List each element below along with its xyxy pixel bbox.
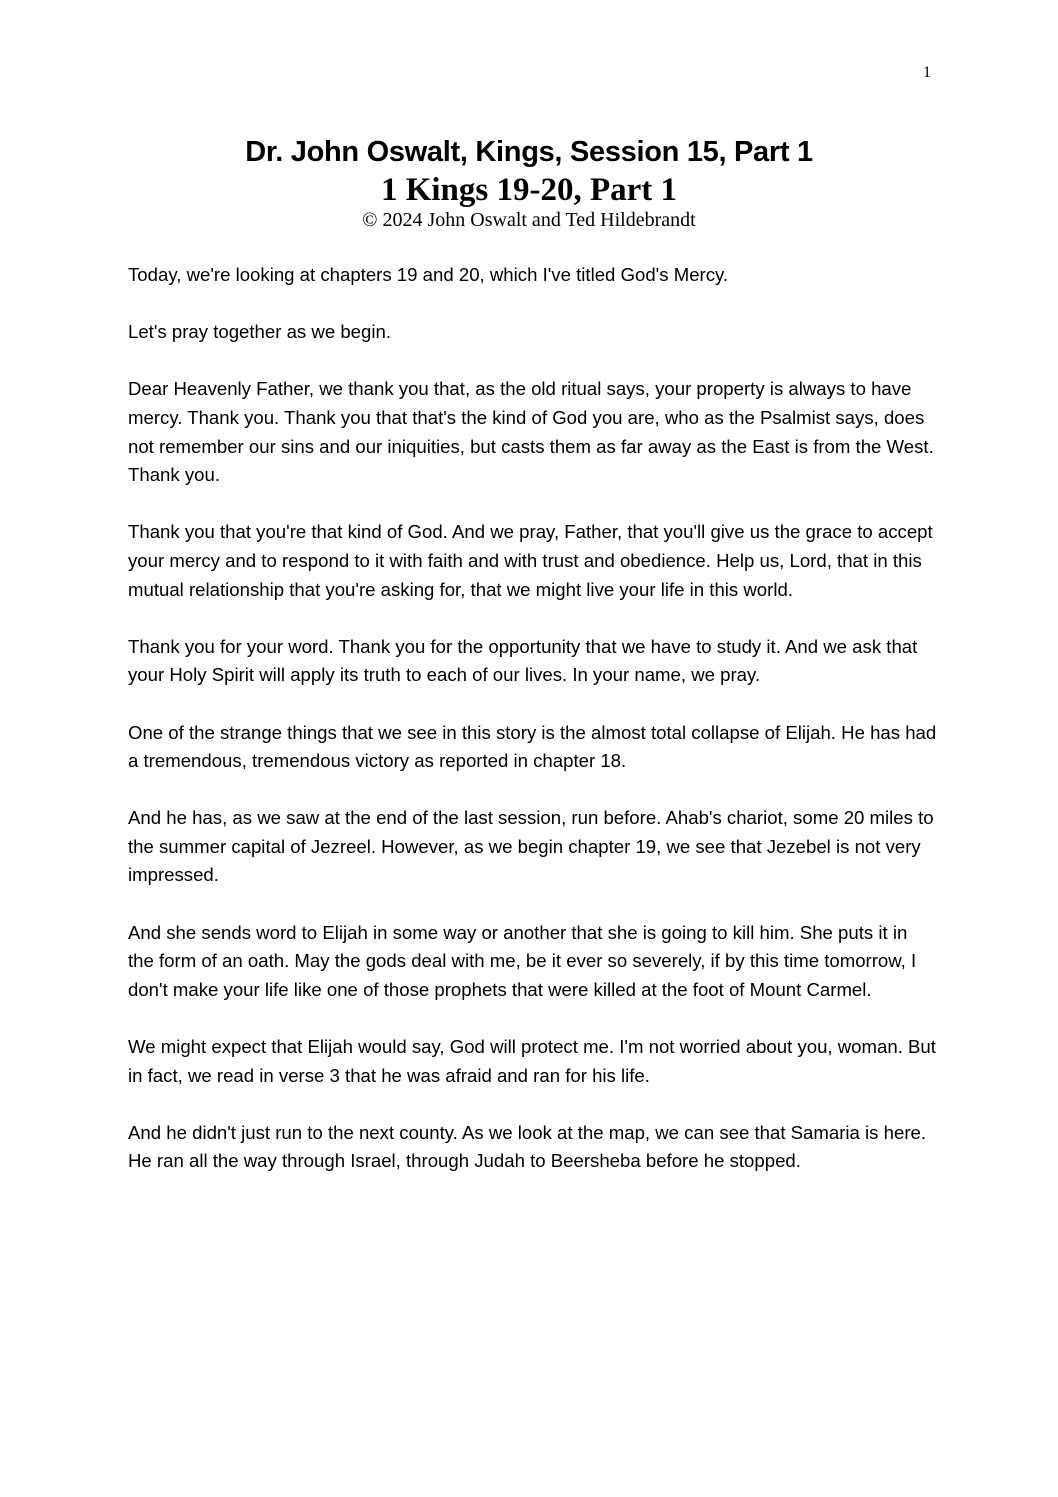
page-number: 1 — [923, 64, 931, 81]
paragraph: And she sends word to Elijah in some way or another that she is going to kill him. She puts it in the form of an oath. May the gods deal with me, be it ever so severely, if by this time tomorrow, I don't make your life like one of those prophets that were killed at the foot of Mount Carmel. — [128, 921, 917, 1000]
copyright-notice: © 2024 John Oswalt and Ted Hildebrandt — [362, 209, 696, 231]
document-subtitle: 1 Kings 19-20, Part 1 — [380, 172, 678, 208]
paragraph: And he has, as we saw at the end of the last session, run before. Ahab's chariot, some 20 miles to the summer capital of Jezreel. However, as we begin chapter 19, we see that Jezebel is not very impressed. — [128, 807, 934, 886]
paragraph: Thank you for your word. Thank you for the opportunity that we have to study it. And we ask that your Holy Spirit will apply its truth to each of our lives. In your name, we pray. — [128, 635, 918, 686]
paragraph: One of the strange things that we see in this story is the almost total collapse of Elijah. He has had a tremendous, tremendous victory as reported in chapter 18. — [128, 721, 937, 772]
paragraph: Today, we're looking at chapters 19 and 20, which I've titled God's Mercy. — [128, 264, 729, 285]
paragraph: Dear Heavenly Father, we thank you that, as the old ritual says, your property is always to have mercy. Thank you. Thank you that that's the kind of God you are, who as the Psalmist says, does not remember our sins and our iniquities, but casts them as far away as the East is from the West. Thank you. — [128, 378, 934, 486]
paragraph: Thank you that you're that kind of God. And we pray, Father, that you'll give us the grace to accept your mercy and to respond to it with faith and with trust and obedience. Help us, Lord, that in this mutual relationship that you're asking for, that we might live your life in this world. — [128, 521, 933, 600]
paragraph: Let's pray together as we begin. — [128, 321, 391, 343]
document-title: Dr. John Oswalt, Kings, Session 15, Part 1 — [245, 136, 813, 168]
paragraph: We might expect that Elijah would say, God will protect me. I'm not worried about you, woman. But in fact, we read in verse 3 that he was afraid and ran for his life. — [128, 1036, 936, 1086]
document-body — [128, 261, 938, 1205]
document-header — [0, 133, 1058, 231]
paragraph: And he didn't just run to the next county. As we look at the map, we can see that Samaria is here. He ran all the way through Israel, through Judah to Beersheba before he stopped. — [128, 1121, 927, 1172]
